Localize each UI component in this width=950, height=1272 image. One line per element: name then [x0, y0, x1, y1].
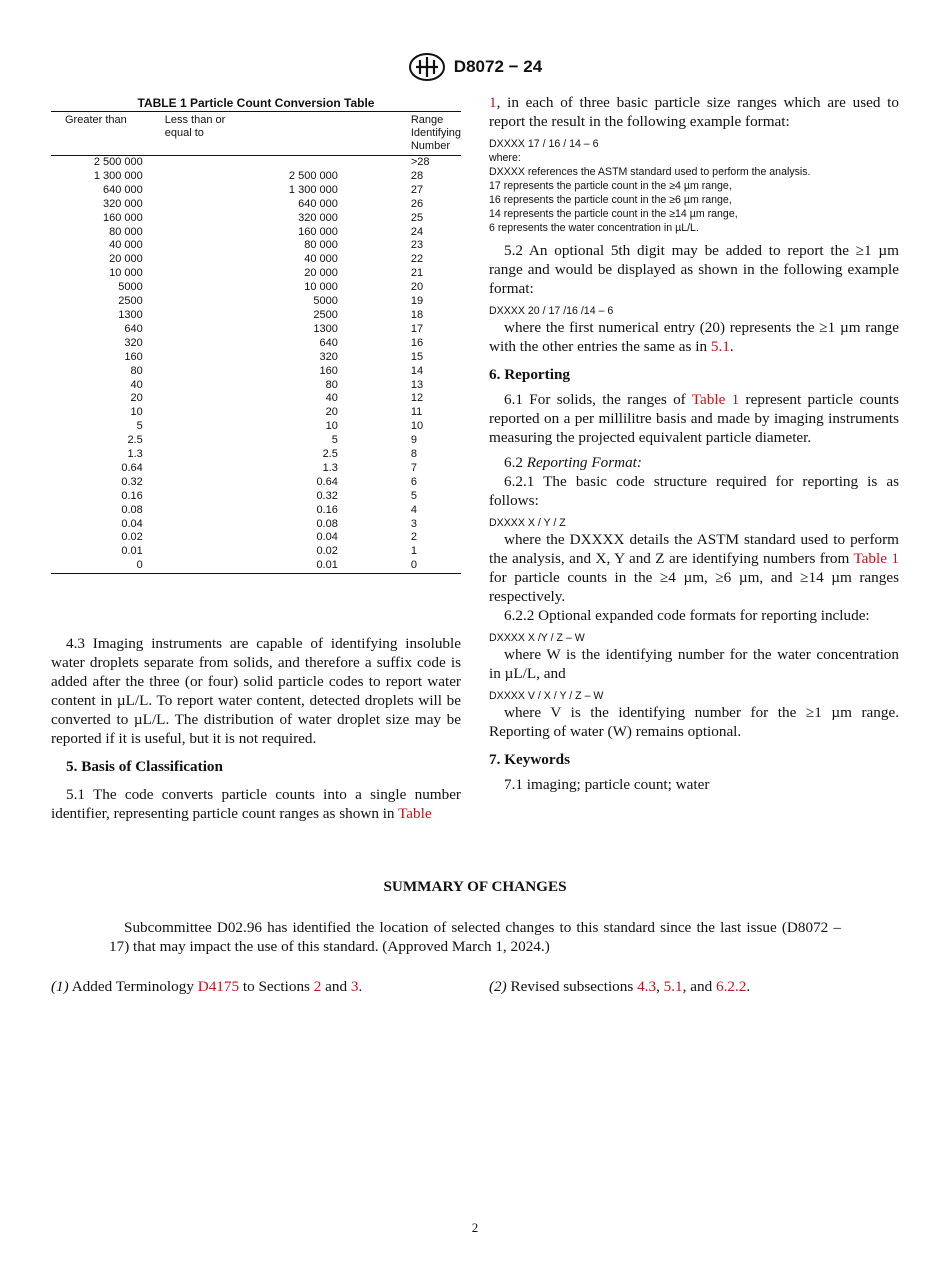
table-row	[51, 184, 461, 198]
table-cell: 10	[410, 420, 424, 433]
table-cell: 0.16	[316, 503, 338, 516]
summary-of-changes	[51, 877, 899, 995]
table-row	[51, 198, 461, 212]
table-row	[51, 559, 461, 573]
para-6-2-2: 6.2.2 Optional expanded code formats for reporting include:	[504, 607, 870, 624]
table-cell: 640 000	[298, 197, 338, 210]
para-5-2: 5.2 An optional 5th digit may be added to report the ≥1 µm range and would be displayed as shown in the following example format:	[489, 242, 899, 297]
table-cell: 21	[410, 267, 424, 280]
table-cell: 0.16	[121, 489, 143, 502]
table-cell: 80	[325, 378, 338, 391]
table-row	[51, 462, 461, 476]
table-cell: 3	[410, 517, 417, 530]
table-cell: 24	[410, 225, 424, 238]
change-item-1: (1) Added Terminology D4175 to Sections 2 and 3.	[51, 978, 363, 995]
table-cell: 2500	[313, 308, 338, 321]
table-cell: 160 000	[298, 225, 338, 238]
col-greater-than: Greater than	[65, 114, 127, 126]
table-cell: 10	[130, 406, 143, 419]
table-cell: 26	[410, 197, 424, 210]
table-cell: 0.01	[143, 559, 338, 573]
para-5-1-cont: 1, in each of three basic particle size ranges which are used to report the result in the following example format:	[489, 94, 899, 130]
table-row	[51, 226, 461, 240]
table-cell: 0.08	[316, 517, 338, 530]
table-row	[51, 365, 461, 379]
table-cell: 5000	[118, 281, 143, 294]
table-cell: 5	[331, 434, 338, 447]
left-column	[51, 93, 461, 823]
table-cell: 1 300 000	[93, 169, 143, 182]
table-row	[51, 281, 461, 295]
change-item-2: (2) Revised subsections 4.3, 5.1, and 6.2.2.	[489, 978, 751, 995]
table-cell: 10	[325, 420, 338, 433]
table-cell: 1300	[313, 322, 338, 335]
table-row	[51, 323, 461, 337]
section-3-link[interactable]: 3	[350, 978, 359, 995]
table-cell: 15	[410, 350, 424, 363]
table-cell: 0.04	[121, 517, 143, 530]
particle-count-table	[51, 111, 461, 574]
table-row	[51, 379, 461, 393]
table-row	[51, 337, 461, 351]
table-cell: 80 000	[109, 225, 143, 238]
where-line-3: 16 represents the particle count in the ≥6 µm range,	[489, 194, 732, 206]
table-cell: 0.64	[121, 461, 143, 474]
table-cell: 14	[410, 364, 424, 377]
table-cell: 1300	[118, 308, 143, 321]
table-cell: 2.5	[127, 434, 143, 447]
para-6-2: 6.2 Reporting Format:	[504, 454, 642, 471]
example-format-3: DXXXX X / Y / Z	[489, 517, 566, 529]
para-6-2-1: 6.2.1 The basic code structure required for reporting is as follows:	[489, 473, 899, 509]
table-cell: 0	[51, 559, 143, 573]
table1-link[interactable]: Table	[398, 805, 432, 823]
table-row	[51, 309, 461, 323]
table-cell: 11	[410, 406, 423, 419]
table-cell: 22	[410, 253, 424, 266]
example-format-4: DXXXX X /Y / Z – W	[489, 632, 585, 644]
table-cell: 2500	[118, 295, 143, 308]
table-cell: 320	[319, 350, 338, 363]
table1-link-6-2-1[interactable]: Table 1	[853, 550, 900, 567]
astm-logo-icon	[408, 52, 446, 82]
table-cell: 80 000	[304, 239, 338, 252]
table-cell: 0.04	[316, 531, 338, 544]
where-line-1: DXXXX references the ASTM standard used to perform the analysis.	[489, 166, 811, 178]
table-row	[51, 212, 461, 226]
table-cell: 640	[124, 322, 143, 335]
table-row	[51, 351, 461, 365]
table-cell: 160	[319, 364, 338, 377]
table-cell: 320	[124, 336, 143, 349]
d4175-link[interactable]: D4175	[197, 978, 240, 995]
table-row	[51, 406, 461, 420]
table-cell: 27	[410, 183, 424, 196]
subsection-5-1-link[interactable]: 5.1	[663, 978, 683, 995]
table-cell: 18	[410, 308, 424, 321]
table-cell: 2.5	[322, 448, 338, 461]
table1-title: TABLE 1 Particle Count Conversion Table	[137, 96, 375, 110]
table-cell: 2	[410, 531, 417, 544]
table1-link-cont[interactable]: 1	[489, 94, 497, 111]
table-cell: 8	[410, 448, 417, 461]
table-cell: 40 000	[304, 253, 338, 266]
table1-link-6-1[interactable]: Table 1	[691, 391, 740, 408]
table-row	[51, 156, 461, 170]
where-line-2: 17 represents the particle count in the ≥4 µm range,	[489, 180, 732, 192]
para-5-2-where: where the first numerical entry (20) represents the ≥1 µm range with the other entries the same as in 5.1.	[489, 319, 899, 355]
table-cell: 20 000	[109, 253, 143, 266]
subsection-6-2-2-link[interactable]: 6.2.2	[715, 978, 747, 995]
table-cell: 320 000	[102, 197, 143, 210]
table-row	[51, 448, 461, 462]
where-line-4: 14 represents the particle count in the ≥14 µm range,	[489, 208, 738, 220]
table-cell: 20	[130, 392, 143, 405]
table-cell: 160 000	[102, 211, 143, 224]
para-4-3: 4.3 Imaging instruments are capable of identifying insoluble water droplets separate from solids, and therefore a suffix code is added after the three (or four) solid particle codes to report water content in µL/L. To report water content, detected droplets will be converted to µL/L. The distribution of water droplet size may be reported if it is useful, but it is not required.	[51, 635, 461, 748]
table-row	[51, 239, 461, 253]
table-row	[51, 476, 461, 490]
para-6-1: 6.1 For solids, the ranges of Table 1 represent particle counts reported on a per millilitre basis and made by imaging instruments measuring the projected equivalent particle diameter.	[489, 391, 900, 446]
table-cell: 320 000	[298, 211, 338, 224]
table-cell: 0.32	[316, 489, 338, 502]
table-row	[51, 295, 461, 309]
table-row	[51, 392, 461, 406]
table-row	[51, 267, 461, 281]
page-header	[0, 52, 950, 82]
table-cell: 1.3	[322, 461, 338, 474]
table-row	[51, 170, 461, 184]
table-cell	[143, 156, 338, 170]
table-cell: 40	[130, 378, 143, 391]
heading-5: 5. Basis of Classification	[66, 758, 223, 776]
table-cell: 1.3	[127, 448, 143, 461]
summary-title: SUMMARY OF CHANGES	[383, 878, 567, 895]
table-cell: 19	[410, 295, 424, 308]
table-cell: 0.08	[121, 503, 143, 516]
table-cell: 40 000	[109, 239, 143, 252]
table-cell: 0.01	[121, 545, 143, 558]
table-row	[51, 504, 461, 518]
table-cell: 0.02	[316, 545, 338, 558]
table-row	[51, 490, 461, 504]
table-cell: 10 000	[304, 281, 338, 294]
table-cell: 0.64	[316, 475, 338, 488]
section-5-1-link[interactable]: 5.1	[710, 338, 730, 355]
table-cell: 2 500 000	[288, 169, 338, 182]
example-format-2: DXXXX 20 / 17 /16 /14 – 6	[489, 305, 614, 317]
table-cell: 23	[410, 239, 424, 252]
table-cell: 28	[410, 169, 424, 182]
table-cell: 1 300 000	[288, 183, 338, 196]
document-id: D8072 − 24	[453, 57, 543, 76]
table-cell: 12	[410, 392, 424, 405]
table-cell: 6	[410, 475, 417, 488]
where-label: where:	[489, 152, 521, 164]
table-row	[51, 253, 461, 267]
table-cell: 17	[410, 322, 424, 335]
para-5-1: 5.1 The code converts particle counts into a single number identifier, representing particle count ranges as shown in Table	[51, 786, 461, 823]
table-cell: 10 000	[109, 267, 143, 280]
table-cell: 13	[410, 378, 424, 391]
table-cell: 0	[338, 559, 461, 573]
col-less-than: Less than or equal to	[164, 114, 226, 139]
table-cell: 16	[410, 336, 424, 349]
table-row	[51, 545, 461, 559]
table-cell: 80	[130, 364, 143, 377]
right-column	[489, 93, 899, 794]
table-cell: 0.32	[121, 475, 143, 488]
table-row	[51, 420, 461, 434]
table-cell: 1	[410, 545, 417, 558]
table-cell: 20 000	[304, 267, 338, 280]
page-number: 2	[471, 1220, 479, 1235]
table-cell: 0.02	[121, 531, 143, 544]
table-cell: 40	[325, 392, 338, 405]
table-cell: 640 000	[102, 183, 143, 196]
table-cell: 20	[410, 281, 424, 294]
table-cell: 7	[410, 461, 417, 474]
table-cell: 9	[410, 434, 417, 447]
para-6-2-1-where: where the DXXXX details the ASTM standard used to perform the analysis, and X, Y and Z are identifying numbers from Table 1 for particle counts in the ≥4 µm, ≥6 µm, and ≥14 µm ranges respectively.	[489, 531, 900, 605]
example-format-1: DXXXX 17 / 16 / 14 – 6	[489, 138, 599, 150]
table-body	[51, 156, 461, 574]
heading-7: 7. Keywords	[489, 751, 570, 768]
table-cell: 25	[410, 211, 424, 224]
table-row	[51, 531, 461, 545]
subsection-4-3-link[interactable]: 4.3	[637, 978, 657, 995]
table-cell: 5	[136, 420, 143, 433]
para-6-2-2-where-w: where W is the identifying number for the water concentration in µL/L, and	[489, 646, 899, 682]
summary-intro: Subcommittee D02.96 has identified the location of selected changes to this standard since the last issue (D8072 – 17) that may impact the use of this standard. (Approved March 1, 2024.)	[109, 919, 841, 955]
section-2-link[interactable]: 2	[313, 978, 322, 995]
table-row	[51, 518, 461, 532]
table-cell: 4	[410, 503, 417, 516]
table-cell: 640	[319, 336, 338, 349]
table-cell: 5	[410, 489, 417, 502]
col-range-number: Range Identifying Number	[410, 114, 462, 152]
table-cell: 160	[124, 350, 143, 363]
table-cell: 2 500 000	[93, 156, 143, 168]
where-line-5: 6 represents the water concentration in µL/L.	[489, 222, 699, 234]
example-format-5: DXXXX V / X / Y / Z – W	[489, 690, 604, 702]
table-cell: >28	[410, 156, 430, 168]
table-cell: 20	[325, 406, 338, 419]
table-cell: 5000	[313, 295, 338, 308]
table-row	[51, 434, 461, 448]
heading-6: 6. Reporting	[489, 366, 570, 383]
para-7-1: 7.1 imaging; particle count; water	[504, 776, 710, 793]
para-6-2-2-where-v: where V is the identifying number for the ≥1 µm range. Reporting of water (W) remains optional.	[489, 704, 899, 740]
